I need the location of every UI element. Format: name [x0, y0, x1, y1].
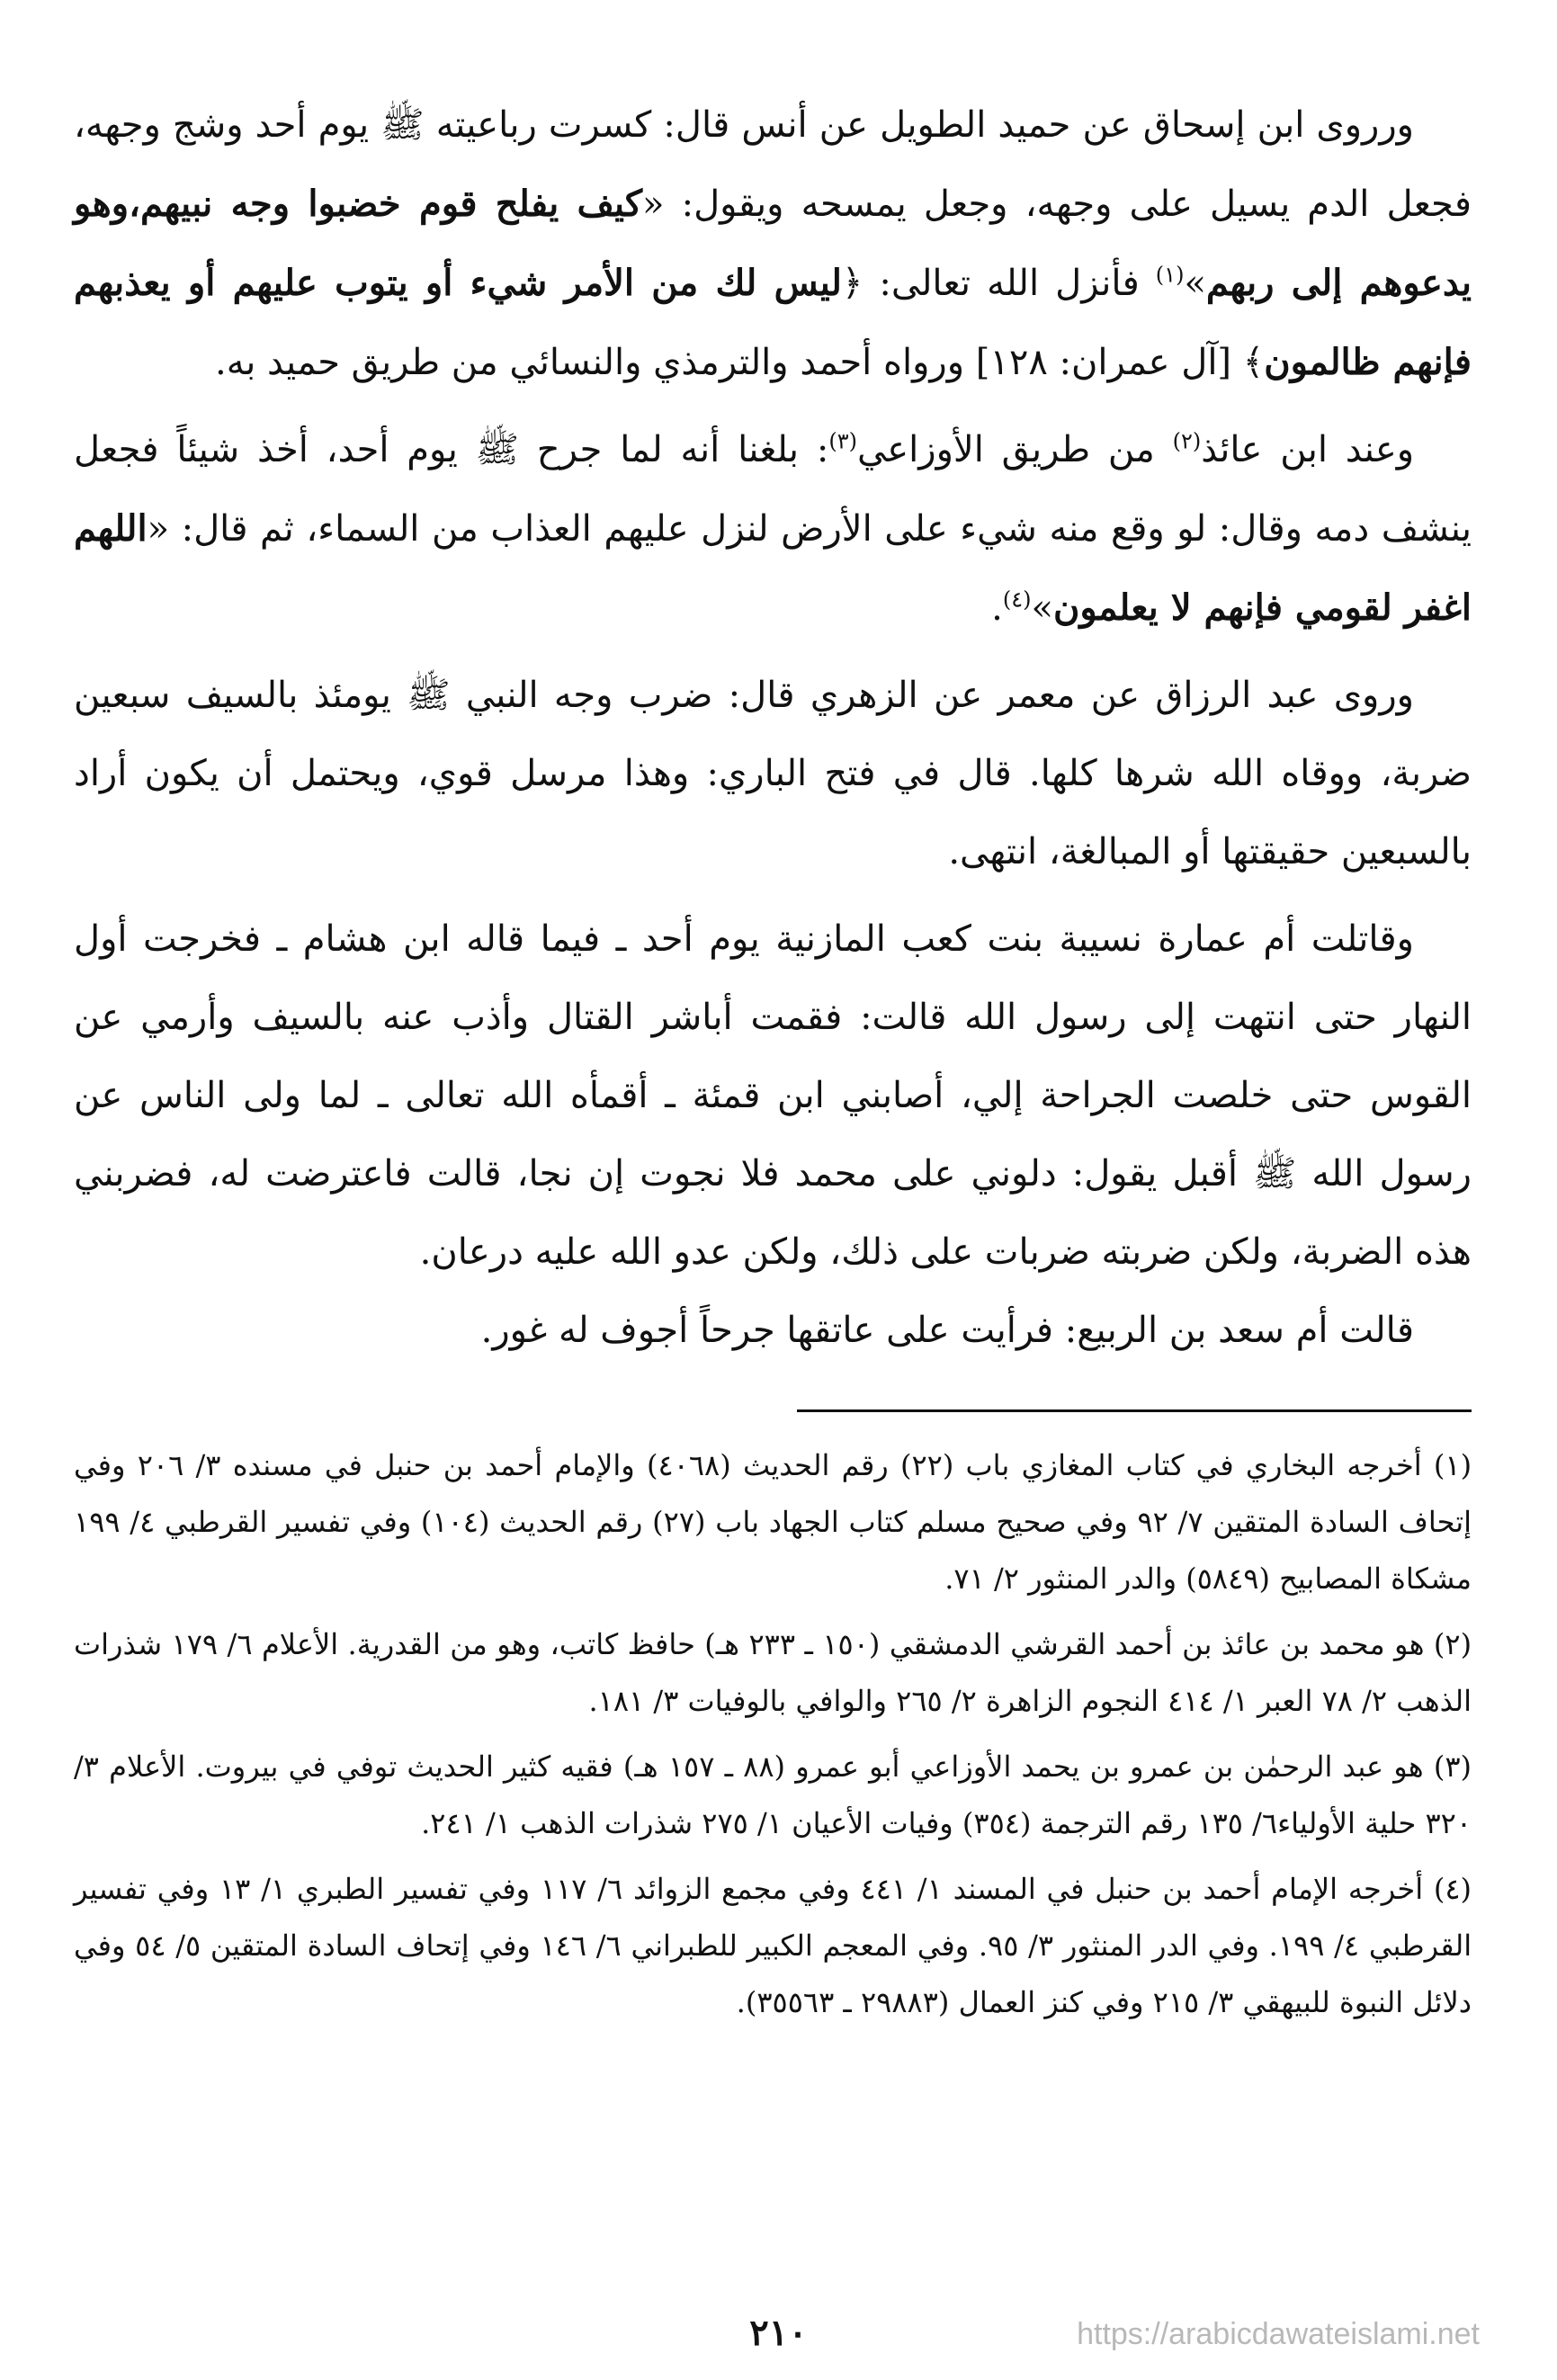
footnotes [74, 1437, 1472, 2031]
text-run: : بلغنا أنه لما جرح ﷺ يوم أحد، أخذ شيئاً فجعل ينشف دمه وقال: لو وقع منه شيء على الأرض لنزل عليهم العذاب من السماء، ثم قال: « [74, 429, 1472, 550]
text-run: . [991, 587, 1003, 629]
watermark-url: https://arabicdawateislami.net [1077, 2317, 1480, 2351]
text-run: » [1031, 587, 1053, 629]
footnote-4: (٤) أخرجه الإمام أحمد بن حنبل في المسند ١/ ٤٤١ وفي مجمع الزوائد ٦/ ١١٧ وفي تفسير الطبري ١/ ١٣ وفي تفسير القرطبي ٤/ ١٩٩. وفي الدر المنثور ٣/ ٩٥. وفي المعجم الكبير للطبراني ٦/ ١٤٦ وفي إتحاف السادة المتقين ٥/ ٥٤ وفي دلائل النبوة للبيهقي ٣/ ٢١٥ وفي كنز العمال (٢٩٨٨٣ ـ ٣٥٥٦٣). [74, 1872, 1472, 2019]
paragraph-2 [74, 411, 1472, 648]
text-run: ﴾ [آل عمران: ١٢٨] ورواه أحمد والترمذي والنسائي من طريق حميد به. [215, 342, 1265, 383]
footnote-1: (١) أخرجه البخاري في كتاب المغازي باب (٢٢) رقم الحديث (٤٠٦٨) والإمام أحمد بن حنبل في مسنده ٣/ ٢٠٦ وفي إتحاف السادة المتقين ٧/ ٩٢ وفي صحيح مسلم كتاب الجهاد باب (٢٧) رقم الحديث (١٠٤) وفي تفسير القرطبي ٤/ ١٩٩ مشكاة المصابيح (٥٨٤٩) والدر المنثور ٢/ ٧١. [74, 1448, 1472, 1596]
page-number: ٢١٠ [749, 2312, 808, 2354]
footnote-reference-3[interactable]: (٣) [828, 428, 857, 454]
paragraph-4 [74, 900, 1472, 1292]
footnote-divider [797, 1409, 1472, 1412]
footnote-2: (٢) هو محمد بن عائذ بن أحمد القرشي الدمشقي (١٥٠ ـ ٢٣٣ هـ) حافظ كاتب، وهو من القدرية. الأعلام ٦/ ١٧٩ شذرات الذهب ٢/ ٧٨ العبر ١/ ٤١٤ النجوم الزاهرة ٢/ ٢٦٥ والوافي بالوفيات ٣/ ١٨١. [74, 1627, 1472, 1718]
paragraph-5 [74, 1292, 1472, 1370]
footnote-3: (٣) هو عبد الرحمٰن بن عمرو بن يحمد الأوزاعي أبو عمرو (٨٨ ـ ١٥٧ هـ) فقيه كثير الحديث توفي في بيروت. الأعلام ٣/ ٣٢٠ حلية الأولياء٦/ ١٣٥ رقم الترجمة (٣٥٤) وفيات الأعيان ١/ ٢٧٥ شذرات الذهب ١/ ٢٤١. [74, 1749, 1472, 1840]
text-run: من طريق الأوزاعي [856, 429, 1173, 470]
paragraph-1 [74, 86, 1472, 402]
main-text [74, 86, 1472, 1370]
text-run: » [1184, 263, 1206, 304]
footnote-reference-4[interactable]: (٤) [1002, 586, 1032, 613]
text-run: قالت أم سعد بن الربيع: فرأيت على عاتقها جرحاً أجوف له غور. [480, 1310, 1414, 1351]
text-run: وقاتلت أم عمارة نسيبة بنت كعب المازنية يوم أحد ـ فيما قاله ابن هشام ـ فخرجت أول النهار حتى انتهت إلى رسول الله قالت: فقمت أباشر القتال وأذب عنه بالسيف وأرمي عن القوس حتى خلصت الجراحة إلي، أصابني ابن قمئة ـ أقمأه الله تعالى ـ لما ولى الناس عن رسول الله ﷺ أقبل يقول: دلوني على محمد فلا نجوت إن نجا، قالت فاعترضت له، فضربني هذه الضربة، ولكن ضربته ضربات على ذلك، ولكن عدو الله عليه درعان. [74, 918, 1472, 1273]
hadith-quote: اللهم اغفر لقومي فإنهم لا يعلمون [74, 507, 1472, 629]
text-run: وعند ابن عائذ [1201, 429, 1415, 470]
paragraph-3 [74, 657, 1472, 891]
hadith-quote: كيف يفلح قوم خضبوا وجه نبيهم،وهو يدعوهم إلى ربهم [74, 183, 1472, 304]
text-run: ورروى ابن إسحاق عن حميد الطويل عن أنس قال: كسرت رباعيته ﷺ يوم أحد وشج وجهه، فجعل الدم يسيل على وجهه، وجعل يمسحه ويقول: « [74, 104, 1472, 225]
text-run: وروى عبد الرزاق عن معمر عن الزهري قال: ضرب وجه النبي ﷺ يومئذ بالسيف سبعين ضربة، ووقاه الله شرها كلها. قال في فتح الباري: وهذا مرسل قوي، ويحتمل أن يكون أراد بالسبعين حقيقتها أو المبالغة، انتهى. [74, 675, 1472, 872]
footnote-reference-2[interactable]: (٢) [1172, 428, 1202, 454]
quran-verse: ليس لك من الأمر شيء أو يتوب عليهم أو يعذبهم فإنهم ظالمون [74, 262, 1472, 383]
footnote-reference-1[interactable]: (١) [1155, 262, 1185, 288]
text-run: فأنزل الله تعالى: ﴿ [841, 263, 1156, 304]
